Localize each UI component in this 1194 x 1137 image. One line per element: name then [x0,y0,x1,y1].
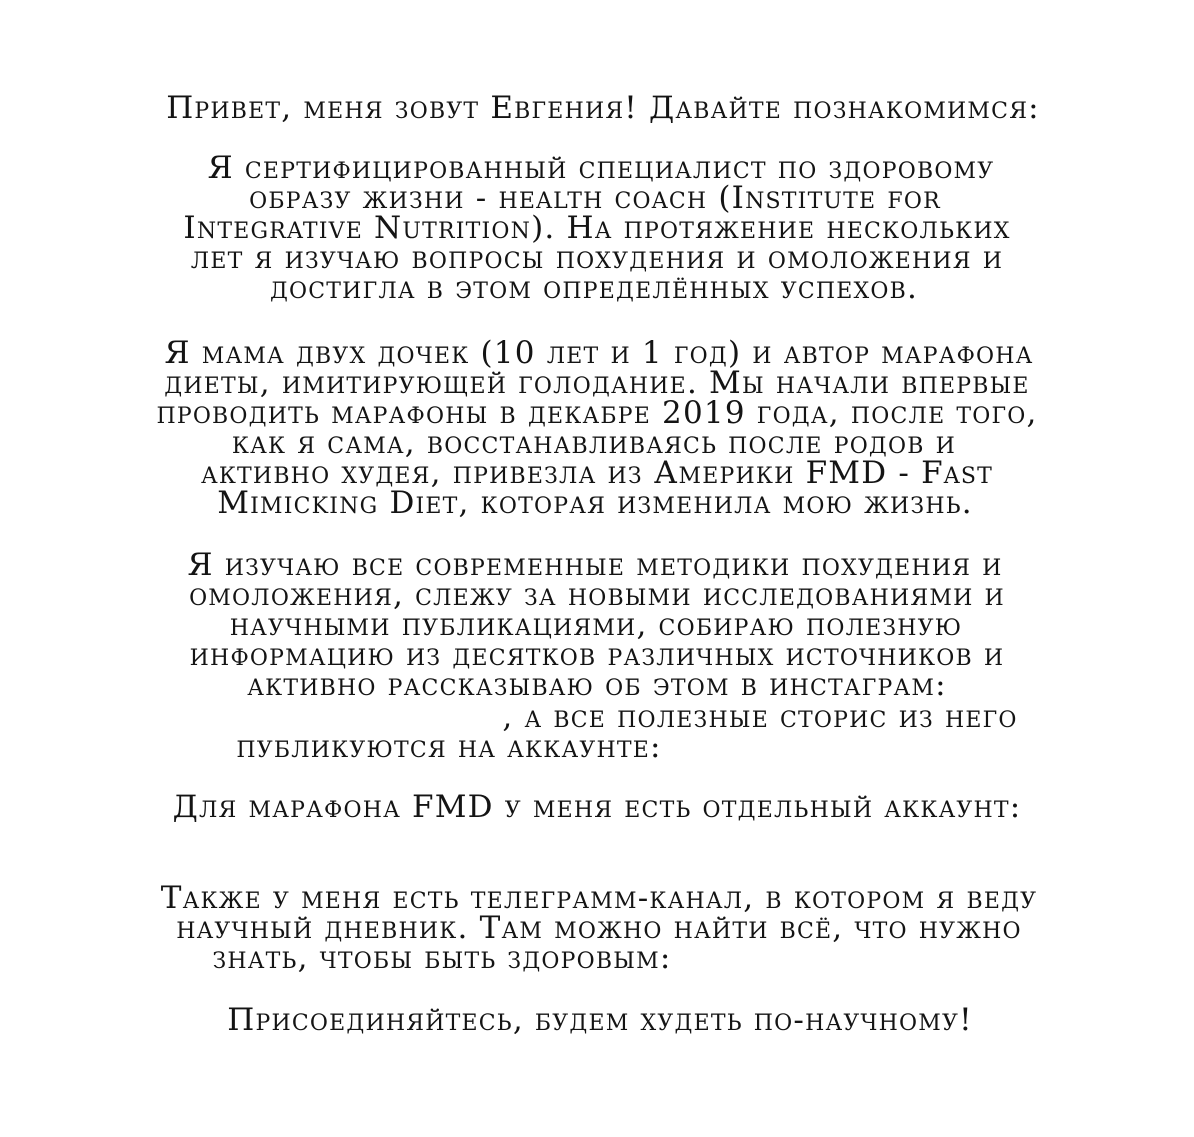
research-line-1: Я изучаю все современные методики похудения и [187,547,1003,583]
mom-line-6: Mimicking Diet, которая изменила мою жизнь. [217,485,973,521]
research-line-4: информацию из десятков различных источников и [189,637,1005,673]
telegram-line-2: научный дневник. Там можно найти всё, что нужно [176,910,1022,946]
research-line-2: омоложения, слежу за новыми исследованиями и [189,577,1005,613]
mom-line-1: Я мама двух дочек (10 лет и 1 год) и автор марафона [164,335,1034,371]
telegram-line-1: Также у меня есть телеграмм-канал, в котором я веду [160,880,1038,916]
about-line-2: образу жизни - health coach (Institute for [249,180,941,216]
research-line-6: , а все полезные сторис из него [502,699,1018,735]
mom-line-5: активно худея, привезла из Америки FMD - Fast [200,455,994,491]
fmd-account-line: Для марафона FMD у меня есть отдельный аккаунт: [172,789,1022,825]
about-line-5: достигла в этом определённых успехов. [269,270,919,306]
about-line-1: Я сертифицированный специалист по здоровому [207,150,995,186]
mom-line-4: как я сама, восстанавливаясь после родов и [231,425,957,461]
closing-line: Присоединяйтесь, будем худеть по-научному! [227,1002,973,1038]
greeting-line: Привет, меня зовут Евгения! Давайте познакомимся: [166,90,1040,126]
research-line-3: научными публикациями, собираю полезную [229,607,963,643]
about-line-3: Integrative Nutrition). На протяжение нескольких [183,210,1011,246]
telegram-line-3: знать, чтобы быть здоровым: [212,940,672,976]
research-line-5: активно рассказываю об этом в инстаграм: [247,667,947,703]
mom-line-3: проводить марафоны в декабре 2019 года, после того, [156,395,1038,431]
research-line-7: публикуются на аккаунте: [236,729,662,765]
mom-line-2: диеты, имитирующей голодание. Мы начали впервые [164,365,1030,401]
about-line-4: лет я изучаю вопросы похудения и омоложения и [190,240,1004,276]
